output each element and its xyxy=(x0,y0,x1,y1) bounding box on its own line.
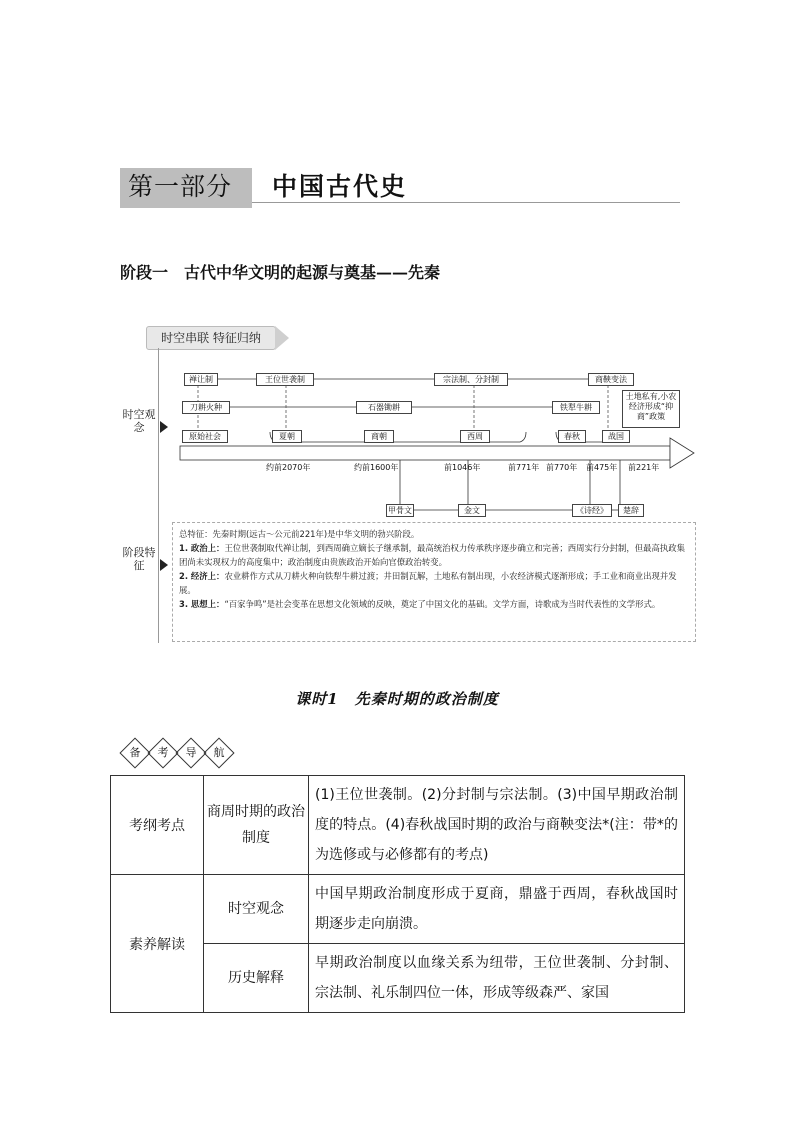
box-zhanguo: 战国 xyxy=(602,430,630,443)
box-stone-hoe: 石器锄耕 xyxy=(356,401,412,414)
side-label-timespace: 时空观念 xyxy=(122,408,156,434)
table-cell: 考纲考点 xyxy=(111,776,204,875)
table-cell: 商周时期的政治制度 xyxy=(204,776,309,875)
part-number: 第一部分 xyxy=(120,168,252,208)
timeline-figure xyxy=(120,320,700,650)
box-private-land: 土地私有,小农经济形成“抑商”政策 xyxy=(622,390,680,428)
exam-nav-badge xyxy=(122,740,232,764)
tick-label: 前770年 xyxy=(546,463,578,472)
note-line: 总特征：先秦时期(远古～公元前221年)是中华文明的勃兴阶段。 xyxy=(179,529,420,539)
table-cell: 早期政治制度以血缘关系为纽带，王位世袭制、分封制、宗法制、礼乐制四位一体，形成等级森严、家国 xyxy=(309,944,685,1013)
note-line: 1. 政治上：王位世袭制取代禅让制，到西周确立嫡长子继承制，最高统治权力传承秩序逐步确立和完善；西周实行分封制，但最高执政集团尚未实现权力的高度集中；政治制度由贵族政治开始向官僚政治转变。 xyxy=(179,543,686,567)
table-cell: (1)王位世袭制。(2)分封制与宗法制。(3)中国早期政治制度的特点。(4)春秋战国时期的政治与商鞅变法*(注：带*的为选修或与必修都有的考点) xyxy=(309,776,685,875)
box-chunqiu: 春秋 xyxy=(558,430,586,443)
box-bronze-script: 金文 xyxy=(458,504,486,517)
tick-label: 约前2070年 xyxy=(266,463,311,472)
box-iron-plough: 铁犁牛耕 xyxy=(552,401,600,414)
table-cell: 素养解读 xyxy=(111,875,204,1013)
table-cell: 历史解释 xyxy=(204,944,309,1013)
box-shangyang-reform: 商鞅变法 xyxy=(588,373,634,386)
tick-label: 约前1600年 xyxy=(354,463,399,472)
part-title: 中国古代史 xyxy=(272,172,408,201)
box-zongfa-fenfeng: 宗法制、分封制 xyxy=(434,373,508,386)
tick-label: 前771年 xyxy=(508,463,540,472)
box-shanrang: 禅让制 xyxy=(184,373,218,386)
badge-diamond: 航 xyxy=(203,737,234,768)
box-hereditary: 王位世袭制 xyxy=(256,373,314,386)
box-shijing: 《诗经》 xyxy=(572,504,612,517)
tick-label: 前1046年 xyxy=(444,463,481,472)
table-row xyxy=(111,776,685,875)
tick-label: 前221年 xyxy=(628,463,660,472)
box-western-zhou: 西周 xyxy=(460,430,490,443)
box-shang: 商朝 xyxy=(364,430,394,443)
figure-tab: 时空串联 特征归纳 xyxy=(146,326,276,350)
box-primitive: 原始社会 xyxy=(182,430,228,443)
exam-guide-table xyxy=(110,775,685,1013)
box-slash-burn: 刀耕火种 xyxy=(182,401,230,414)
stage-features-notes xyxy=(172,522,696,642)
timeline-connectors xyxy=(120,320,700,530)
badge-diamond: 备 xyxy=(119,737,150,768)
box-xia: 夏朝 xyxy=(272,430,302,443)
table-row xyxy=(111,875,685,944)
box-chuci: 楚辞 xyxy=(618,504,644,517)
side-label-features: 阶段特征 xyxy=(122,546,156,572)
badge-diamond: 导 xyxy=(175,737,206,768)
badge-diamond: 考 xyxy=(147,737,178,768)
tick-label: 前475年 xyxy=(586,463,618,472)
table-cell: 中国早期政治制度形成于夏商，鼎盛于西周，春秋战国时期逐步走向崩溃。 xyxy=(309,875,685,944)
stage-title: 阶段一 古代中华文明的起源与奠基——先秦 xyxy=(120,263,441,282)
part-header xyxy=(120,168,680,212)
note-line: 3. 思想上：“百家争鸣”是社会变革在思想文化领域的反映，奠定了中国文化的基础。文学方面，诗歌成为当时代表性的文学形式。 xyxy=(179,599,661,609)
table-cell: 时空观念 xyxy=(204,875,309,944)
header-rule xyxy=(252,202,680,203)
side-arrow-icon xyxy=(160,559,168,571)
box-oracle-bone: 甲骨文 xyxy=(388,506,412,515)
note-line: 2. 经济上：农业耕作方式从刀耕火种向铁犁牛耕过渡；井田制瓦解，土地私有制出现，小农经济模式逐渐形成；手工业和商业出现并发展。 xyxy=(179,571,677,595)
lesson-title: 课时1 先秦时期的政治制度 xyxy=(295,690,499,708)
